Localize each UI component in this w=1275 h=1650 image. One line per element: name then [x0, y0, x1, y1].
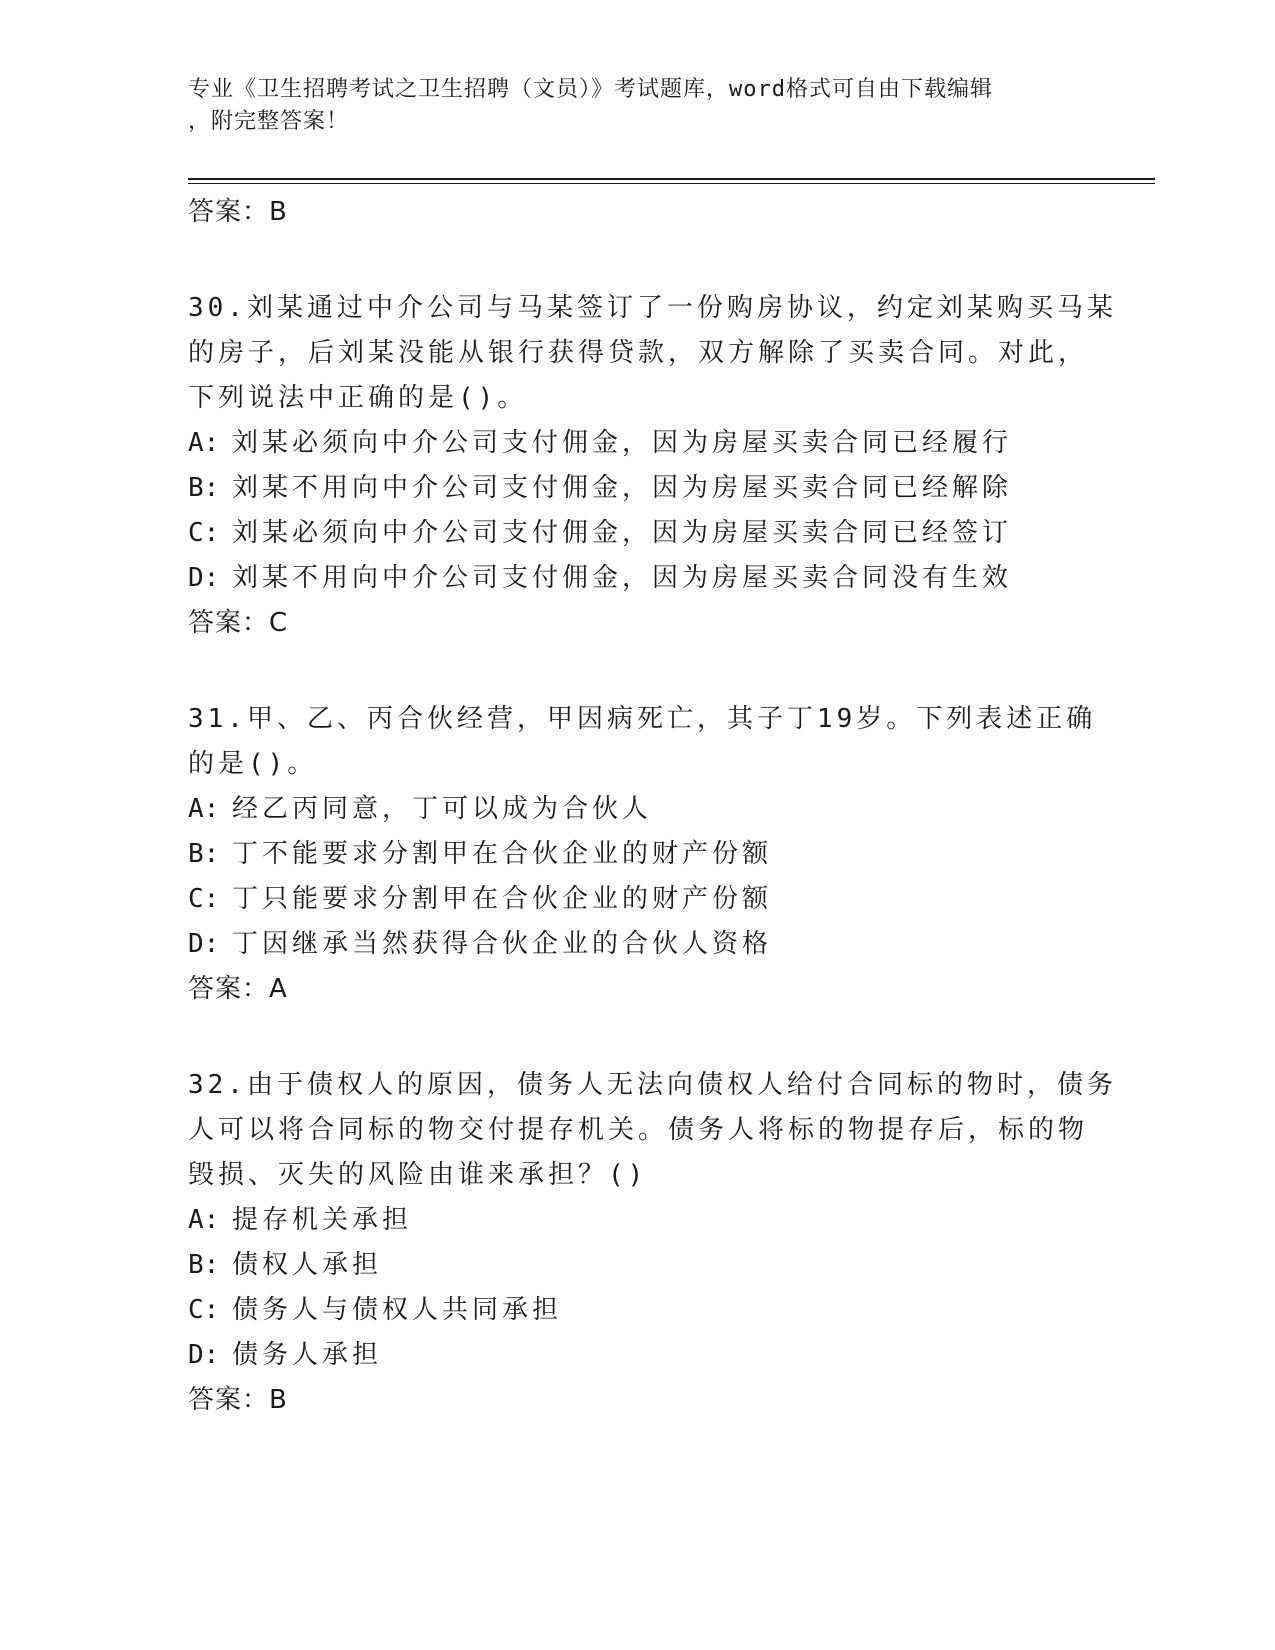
option-c	[188, 511, 1088, 556]
option-text: 刘某不用向中介公司支付佣金，因为房屋买卖合同已经解除	[232, 473, 1013, 503]
stem-line: 下列说法中正确的是()。	[188, 383, 528, 413]
option-text: 丁不能要求分割甲在合伙企业的财产份额	[232, 839, 773, 869]
option-a	[188, 787, 1088, 832]
option-text: 丁只能要求分割甲在合伙企业的财产份额	[232, 884, 773, 914]
question-stem	[188, 1063, 1117, 1198]
option-letter: A:	[188, 1205, 220, 1235]
option-text: 债务人承担	[232, 1340, 383, 1370]
option-text: 债权人承担	[232, 1250, 383, 1280]
question-stem	[188, 286, 1117, 421]
header-line-1: 专业《卫生招聘考试之卫生招聘（文员）》考试题库，word格式可自由下载编辑	[188, 77, 993, 102]
option-letter: D:	[188, 563, 220, 593]
option-letter: A:	[188, 794, 220, 824]
option-a	[188, 1198, 1088, 1243]
answer-32: 答案：B	[188, 1385, 288, 1415]
spacer	[188, 645, 1088, 697]
option-d	[188, 1333, 1088, 1378]
option-letter: B:	[188, 839, 220, 869]
option-letter: A:	[188, 428, 220, 458]
option-d	[188, 922, 1088, 967]
question-32	[188, 1063, 1117, 1422]
stem-line: 的房子，后刘某没能从银行获得贷款，双方解除了买卖合同。对此，	[188, 338, 1089, 368]
option-text: 债务人与债权人共同承担	[232, 1295, 563, 1325]
question-stem	[188, 697, 1097, 787]
option-letter: D:	[188, 1340, 220, 1370]
document-header	[188, 74, 1088, 138]
option-b	[188, 832, 1088, 877]
answer-30: 答案：C	[188, 608, 289, 638]
option-letter: B:	[188, 473, 220, 503]
question-30	[188, 286, 1117, 645]
question-31	[188, 697, 1097, 1011]
header-divider-thin	[188, 183, 1155, 184]
option-text: 刘某必须向中介公司支付佣金，因为房屋买卖合同已经履行	[232, 428, 1013, 458]
option-b	[188, 466, 1088, 511]
option-d	[188, 556, 1088, 601]
stem-line: 的是()。	[188, 749, 318, 779]
option-letter: C:	[188, 1295, 220, 1325]
option-text: 经乙丙同意，丁可以成为合伙人	[232, 794, 653, 824]
option-text: 刘某必须向中介公司支付佣金，因为房屋买卖合同已经签订	[232, 518, 1013, 548]
option-letter: C:	[188, 518, 220, 548]
option-c	[188, 1288, 1088, 1333]
option-letter: C:	[188, 884, 220, 914]
option-c	[188, 877, 1088, 922]
option-text: 提存机关承担	[232, 1205, 413, 1235]
option-letter: D:	[188, 929, 220, 959]
option-letter: B:	[188, 1250, 220, 1280]
option-text: 丁因继承当然获得合伙企业的合伙人资格	[232, 929, 773, 959]
header-divider-thick	[188, 178, 1155, 180]
stem-line: 30.刘某通过中介公司与马某签订了一份购房协议，约定刘某购买马某	[188, 293, 1117, 323]
question-list	[188, 190, 1117, 1422]
spacer	[188, 234, 1088, 286]
stem-line: 人可以将合同标的物交付提存机关。债务人将标的物提存后，标的物	[188, 1115, 1089, 1145]
option-b	[188, 1243, 1088, 1288]
stem-line: 32.由于债权人的原因，债务人无法向债权人给付合同标的物时，债务	[188, 1070, 1117, 1100]
previous-answer: 答案：B	[188, 197, 288, 227]
header-line-2: ，附完整答案！	[188, 109, 350, 134]
stem-line: 毁损、灭失的风险由谁来承担？()	[188, 1160, 648, 1190]
option-a	[188, 421, 1088, 466]
option-text: 刘某不用向中介公司支付佣金，因为房屋买卖合同没有生效	[232, 563, 1013, 593]
stem-line: 31.甲、乙、丙合伙经营，甲因病死亡，其子丁19岁。下列表述正确	[188, 704, 1097, 734]
spacer	[188, 1011, 1088, 1063]
answer-31: 答案：A	[188, 974, 288, 1004]
